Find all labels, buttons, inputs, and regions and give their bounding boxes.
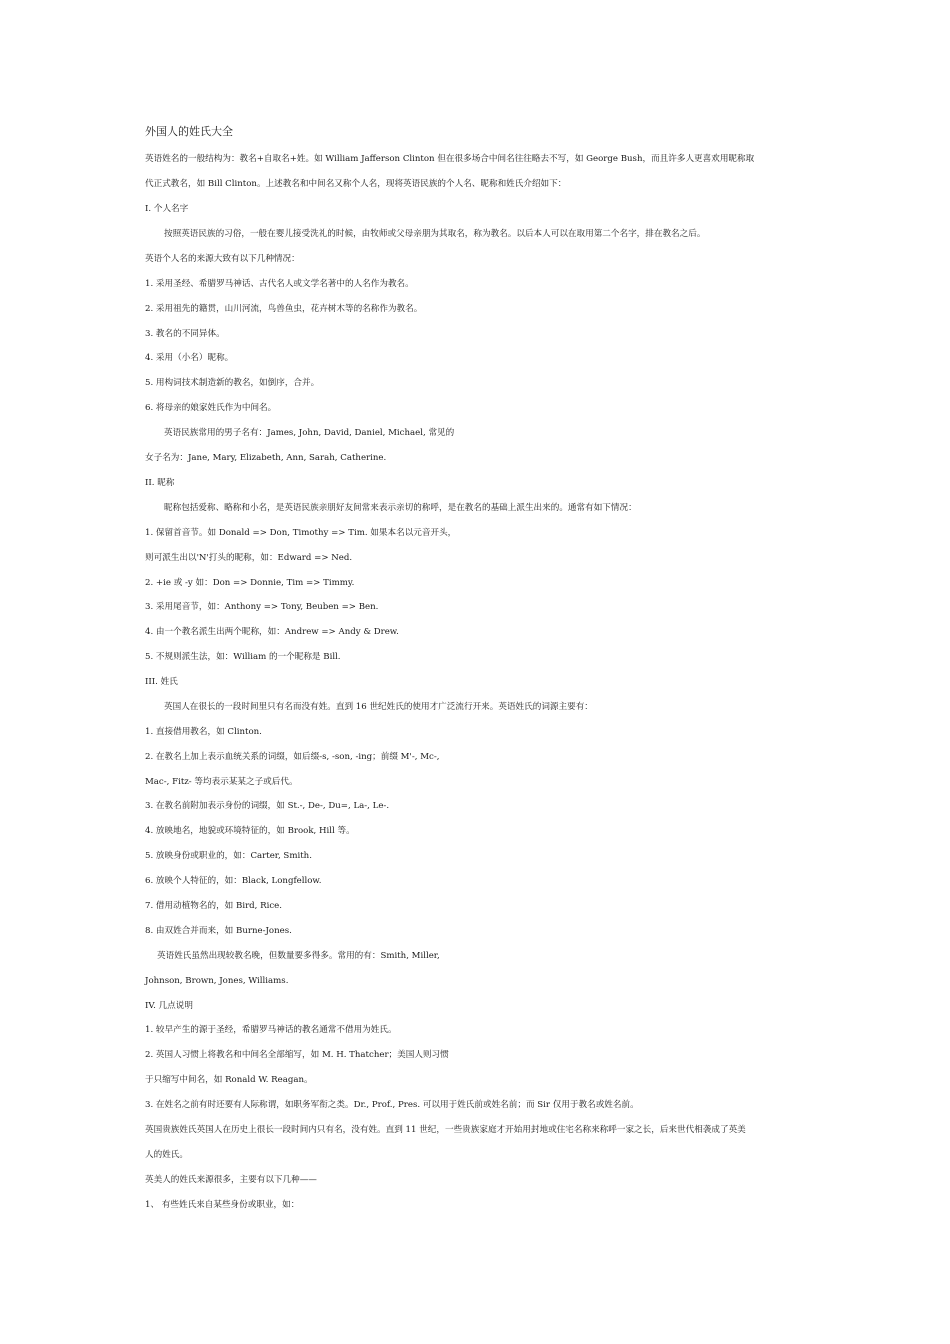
paragraph-line: 英语姓名的一般结构为：教名+自取名+姓。如 William Jafferson Clinton 但在很多场合中间名往往略去不写，如 George Bush，而且许多人更喜欢用昵称取 — [145, 154, 755, 164]
paragraph-line: Mac-, Fitz- 等均表示某某之子或后代。 — [145, 777, 298, 787]
list-item: 6. 放映个人特征的，如：Black, Longfellow. — [145, 876, 322, 886]
list-item: 5. 用构词技术制造新的教名，如倒序，合并。 — [145, 378, 320, 388]
paragraph-line: 代正式教名，如 Bill Clinton。上述教名和中间名又称个人名，现将英语民族的个人名、昵称和姓氏介绍如下： — [145, 179, 567, 189]
list-item: 4. 采用（小名）昵称。 — [145, 353, 234, 363]
list-item: 1、 有些姓氏来自某些身份或职业，如： — [145, 1200, 300, 1210]
paragraph-line: 英美人的姓氏来源很多，主要有以下几种—— — [145, 1175, 317, 1185]
list-item: 3. 在姓名之前有时还要有人际称谓，如职务军衔之类。Dr., Prof., Pres. 可以用于姓氏前或姓名前；而 Sir 仅用于教名或姓名前。 — [145, 1100, 639, 1110]
list-item: 4. 放映地名，地貌或环境特征的，如 Brook, Hill 等。 — [145, 826, 355, 836]
paragraph-line: 英国人在很长的一段时间里只有名而没有姓。直到 16 世纪姓氏的使用才广泛流行开来。英语姓氏的词源主要有： — [164, 702, 593, 712]
paragraph-line: 人的姓氏。 — [145, 1150, 188, 1160]
list-item: 7. 借用动植物名的，如 Bird, Rice. — [145, 901, 282, 911]
list-item: 2. +ie 或 -y 如：Don => Donnie, Tim => Timmy. — [145, 578, 355, 588]
list-item: 3. 教名的不同异体。 — [145, 329, 225, 339]
list-item: 1. 采用圣经、希腊罗马神话、古代名人或文学名著中的人名作为教名。 — [145, 279, 414, 289]
list-item: 1. 较早产生的源于圣经，希腊罗马神话的教名通常不借用为姓氏。 — [145, 1025, 397, 1035]
list-item: 3. 在教名前附加表示身份的词缀，如 St.-, De-, Du=, La-, Le-. — [145, 801, 390, 811]
paragraph-line: 英国贵族姓氏英国人在历史上很长一段时间内只有名，没有姓。直到 11 世纪，一些贵族家庭才开始用封地或住宅名称来称呼一家之长，后来世代相袭成了英美 — [145, 1125, 746, 1135]
list-item: 3. 采用尾音节，如：Anthony => Tony, Beuben => Ben. — [145, 602, 379, 612]
list-item: 2. 英国人习惯上将教名和中间名全部缩写，如 M. H. Thatcher；美国人则习惯 — [145, 1050, 449, 1060]
list-item: 5. 不规则派生法，如：William 的一个昵称是 Bill. — [145, 652, 341, 662]
list-item: 1. 保留首音节。如 Donald => Don, Timothy => Tim. 如果本名以元音开头， — [145, 528, 457, 538]
section-heading: II. 昵称 — [145, 478, 175, 488]
list-item: 6. 将母亲的娘家姓氏作为中间名。 — [145, 403, 277, 413]
paragraph-line: 英语个人名的来源大致有以下几种情况： — [145, 254, 300, 264]
paragraph-line: 按照英语民族的习俗，一般在婴儿接受洗礼的时候，由牧师或父母亲朋为其取名，称为教名。以后本人可以在取用第二个名字，排在教名之后。 — [164, 229, 706, 239]
paragraph-line: Johnson, Brown, Jones, Williams. — [145, 976, 289, 986]
section-heading: I. 个人名字 — [145, 204, 189, 214]
paragraph-line: 于只缩写中间名，如 Ronald W. Reagan。 — [145, 1075, 313, 1085]
section-heading: III. 姓氏 — [145, 677, 178, 687]
paragraph-line: 英语民族常用的男子名有：James, John, David, Daniel, Michael, 常见的 — [164, 428, 455, 438]
paragraph-line: 则可派生出以'N'打头的昵称，如：Edward => Ned. — [145, 553, 353, 563]
list-item: 8. 由双姓合并而来，如 Burne-Jones. — [145, 926, 292, 936]
document-title: 外国人的姓氏大全 — [145, 125, 233, 138]
list-item: 5. 放映身份或职业的，如：Carter, Smith. — [145, 851, 312, 861]
paragraph-line: 英语姓氏虽然出现较教名晚，但数量要多得多。常用的有：Smith, Miller, — [157, 951, 440, 961]
paragraph-line: 女子名为：Jane, Mary, Elizabeth, Ann, Sarah, Catherine. — [145, 453, 387, 463]
paragraph-line: 昵称包括爱称、略称和小名，是英语民族亲朋好友间常来表示亲切的称呼，是在教名的基础上派生出来的。通常有如下情况： — [164, 503, 637, 513]
section-heading: IV. 几点说明 — [145, 1001, 193, 1011]
list-item: 2. 在教名上加上表示血统关系的词缀，如后缀-s, -son, -ing；前缀 M'-, Mc-, — [145, 752, 440, 762]
list-item: 2. 采用祖先的籍贯，山川河流，鸟兽鱼虫，花卉树木等的名称作为教名。 — [145, 304, 423, 314]
list-item: 4. 由一个教名派生出两个昵称，如：Andrew => Andy & Drew. — [145, 627, 399, 637]
list-item: 1. 直接借用教名，如 Clinton. — [145, 727, 262, 737]
